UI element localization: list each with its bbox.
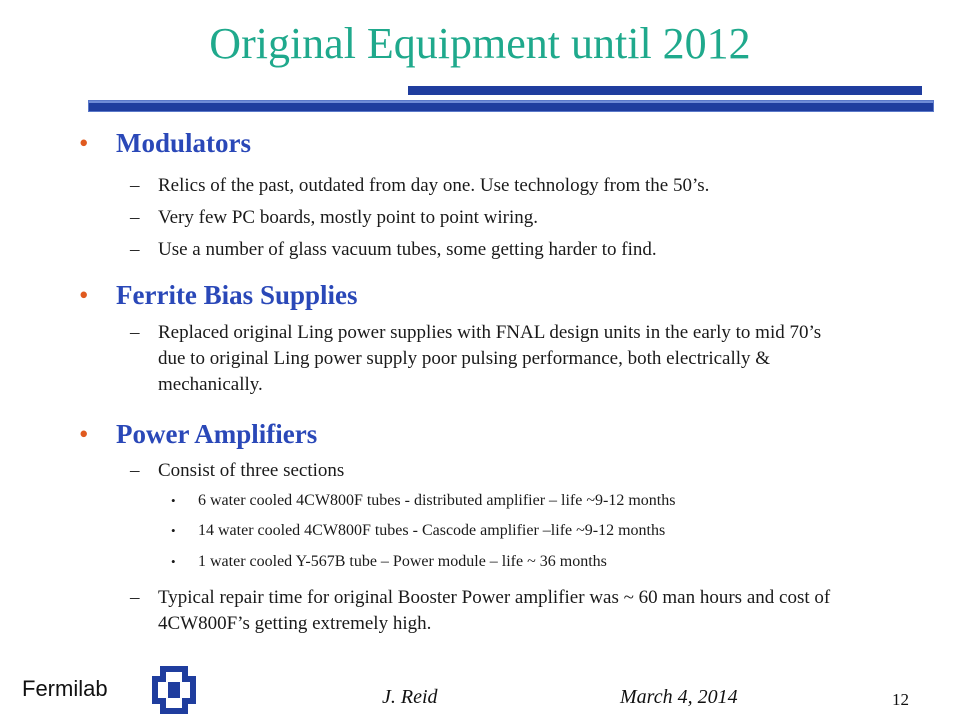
bullet-icon: •	[171, 493, 176, 508]
section-heading-text: Power Amplifiers	[116, 419, 318, 449]
slide-title: Original Equipment until 2012	[209, 19, 751, 68]
section-heading-text: Ferrite Bias Supplies	[116, 280, 358, 310]
list-item	[130, 458, 860, 484]
fermilab-logo-icon	[150, 664, 198, 716]
footer-author: J. Reid	[382, 686, 438, 708]
sub-list-item-text: 14 water cooled 4CW800F tubes - Cascode amplifier –life ~9-12 months	[198, 522, 666, 539]
sub-list-item-text: 6 water cooled 4CW800F tubes - distributed amplifier – life ~9-12 months	[198, 492, 676, 509]
sub-list-item-text: 1 water cooled Y-567B tube – Power module – life ~ 36 months	[198, 553, 607, 570]
list-item-text: Use a number of glass vacuum tubes, some getting harder to find.	[158, 239, 657, 260]
list-item	[130, 205, 860, 231]
bullet-icon: •	[171, 554, 176, 569]
section-heading-modulators	[79, 128, 251, 159]
sub-list-item	[171, 492, 675, 510]
section-heading-text: Modulators	[116, 128, 251, 158]
bullet-icon: •	[79, 128, 89, 158]
list-item	[130, 585, 860, 637]
dash-icon: –	[130, 207, 140, 228]
list-item-text: Relics of the past, outdated from day one. Use technology from the 50’s.	[158, 175, 710, 196]
sub-list-item	[171, 522, 665, 540]
section-heading-power-amplifiers	[79, 419, 318, 450]
list-item	[130, 173, 860, 199]
list-item-text: Replaced original Ling power supplies with FNAL design units in the early to mid 70’s due to original Ling power supply poor pulsing performance, both electrically & mechanically.	[158, 322, 822, 395]
bullet-icon: •	[79, 419, 89, 449]
list-item	[130, 320, 840, 398]
dash-icon: –	[130, 460, 140, 481]
bullet-icon: •	[79, 280, 89, 310]
sub-list-item	[171, 553, 607, 571]
dash-icon: –	[130, 175, 140, 196]
list-item	[130, 237, 860, 263]
page-number: 12	[892, 690, 909, 709]
list-item-text: Very few PC boards, mostly point to point wiring.	[158, 207, 538, 228]
footer-org: Fermilab	[22, 676, 108, 701]
dash-icon: –	[130, 239, 140, 260]
list-item-text: Consist of three sections	[158, 460, 345, 481]
dash-icon: –	[130, 322, 140, 343]
footer-date: March 4, 2014	[620, 686, 738, 708]
section-heading-ferrite-bias-supplies	[79, 280, 358, 311]
dash-icon: –	[130, 587, 140, 608]
bullet-icon: •	[171, 523, 176, 538]
list-item-text: Typical repair time for original Booster Power amplifier was ~ 60 man hours and cost of 4CW800F’s getting extremely high.	[158, 587, 831, 634]
